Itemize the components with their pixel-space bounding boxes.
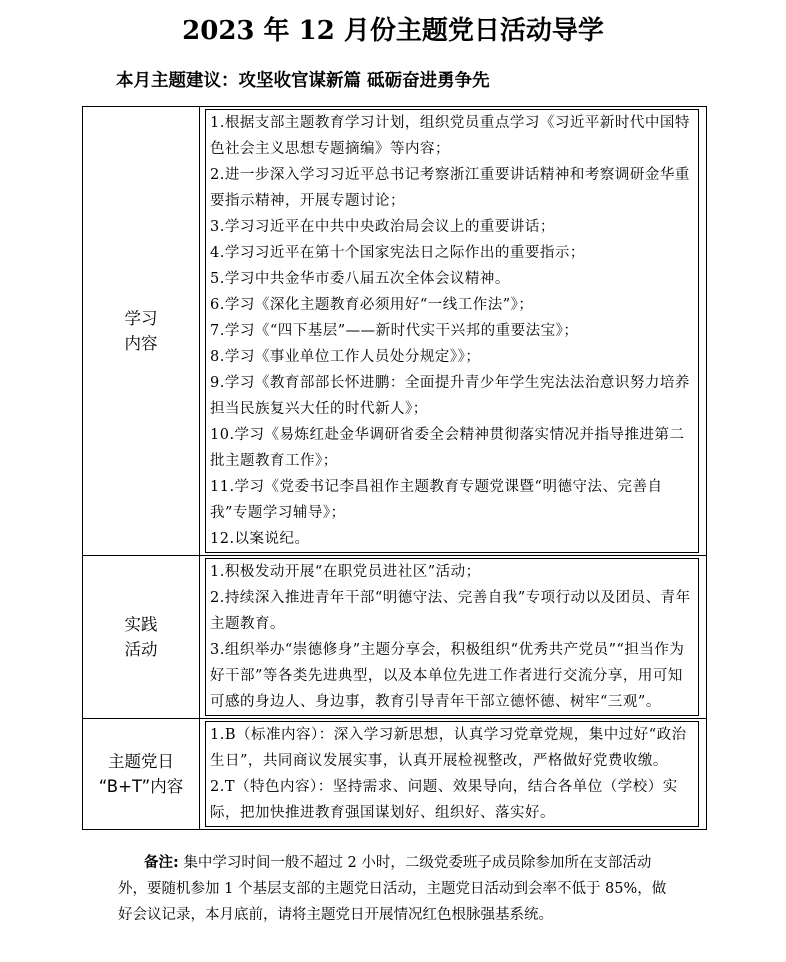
list-item: 5.学习中共金华市委八届五次全体会议精神。	[210, 271, 510, 287]
page-title: 2023 年 12 月份主题党日活动导学	[182, 16, 604, 46]
section-label-study	[83, 107, 200, 556]
list-item: 2.T（特色内容）：坚持需求、问题、效果导向，结合各单位（学校）实际，把加快推进教育强国谋划好、组织好、落实好。	[210, 779, 678, 821]
study-items	[205, 109, 699, 553]
section-row-party-day	[83, 719, 707, 830]
party-day-items	[205, 721, 699, 827]
section-label-line: “B+T”内容	[98, 777, 184, 796]
section-row-practice	[83, 556, 707, 719]
section-label-line: 内容	[124, 334, 158, 353]
list-item: 1.根据支部主题教育学习计划，组织党员重点学习《习近平新时代中国特色社会主义思想专题摘编》等内容；	[210, 115, 690, 157]
theme-suggestion: 本月主题建议：攻坚收官谋新篇 砥砺奋进勇争先	[116, 71, 490, 91]
remarks-label: 备注:	[144, 855, 179, 871]
list-item: 10.学习《易炼红赴金华调研省委全会精神贯彻落实情况并指导推进第二批主题教育工作》；	[210, 427, 685, 469]
list-item: 12.以案说纪。	[210, 531, 310, 547]
list-item: 7.学习《“四下基层”——新时代实干兴邦的重要法宝》；	[210, 323, 579, 339]
list-item: 8.学习《事业单位工作人员处分规定》》；	[210, 349, 481, 365]
list-item: 3.组织举办“崇德修身”主题分享会，积极组织“优秀共产党员”“担当作为好干部”等各类先进典型，以及本单位先进工作者进行交流分享，用可知可感的身边人、身边事，教育引导青年干部立德怀德、树牢“三观”。	[210, 642, 685, 710]
guide-table	[82, 106, 707, 830]
list-item: 1.积极发动开展“在职党员进社区”活动；	[210, 564, 481, 580]
section-label-line: 实践	[124, 615, 158, 634]
section-content-party-day	[200, 719, 707, 830]
list-item: 1.B（标准内容）：深入学习新思想，认真学习党章党规，集中过好“政治生日”，共同商议发展实事，认真开展检视整改，严格做好党费收缴。	[210, 727, 687, 769]
practice-items	[205, 558, 699, 716]
remarks-text: 集中学习时间一般不超过 2 小时，二级党委班子成员除参加所在支部活动外，要随机参加 1 个基层支部的主题党日活动，主题党日活动到会率不低于 85%，做好会议记录，本月底前，请将主题党日开展情况红色根脉强基系统。	[118, 855, 667, 923]
section-label-line: 主题党日	[108, 752, 174, 771]
section-row-study	[83, 107, 707, 556]
section-label-practice	[83, 556, 200, 719]
list-item: 11.学习《党委书记李昌祖作主题教育专题党课暨“明德守法、完善自我”专题学习辅导》；	[210, 479, 663, 521]
list-item: 2.持续深入推进青年干部“明德守法、完善自我”专项行动以及团员、青年主题教育。	[210, 590, 691, 632]
list-item: 9.学习《教育部部长怀进鹏：全面提升青少年学生宪法法治意识努力培养担当民族复兴大任的时代新人》；	[210, 375, 690, 417]
remarks	[118, 850, 678, 928]
list-item: 3.学习习近平在中共中央政治局会议上的重要讲话；	[210, 219, 555, 235]
section-content-practice	[200, 556, 707, 719]
list-item: 6.学习《深化主题教育必须用好“一线工作法”》；	[210, 297, 534, 313]
list-item: 4.学习习近平在第十个国家宪法日之际作出的重要指示；	[210, 245, 585, 261]
section-content-study	[200, 107, 707, 556]
list-item: 2.进一步深入学习习近平总书记考察浙江重要讲话精神和考察调研金华重要指示精神，开展专题讨论；	[210, 167, 690, 209]
section-label-line: 活动	[124, 640, 158, 659]
section-label-line: 学习	[124, 309, 158, 328]
section-label-party-day	[83, 719, 200, 830]
